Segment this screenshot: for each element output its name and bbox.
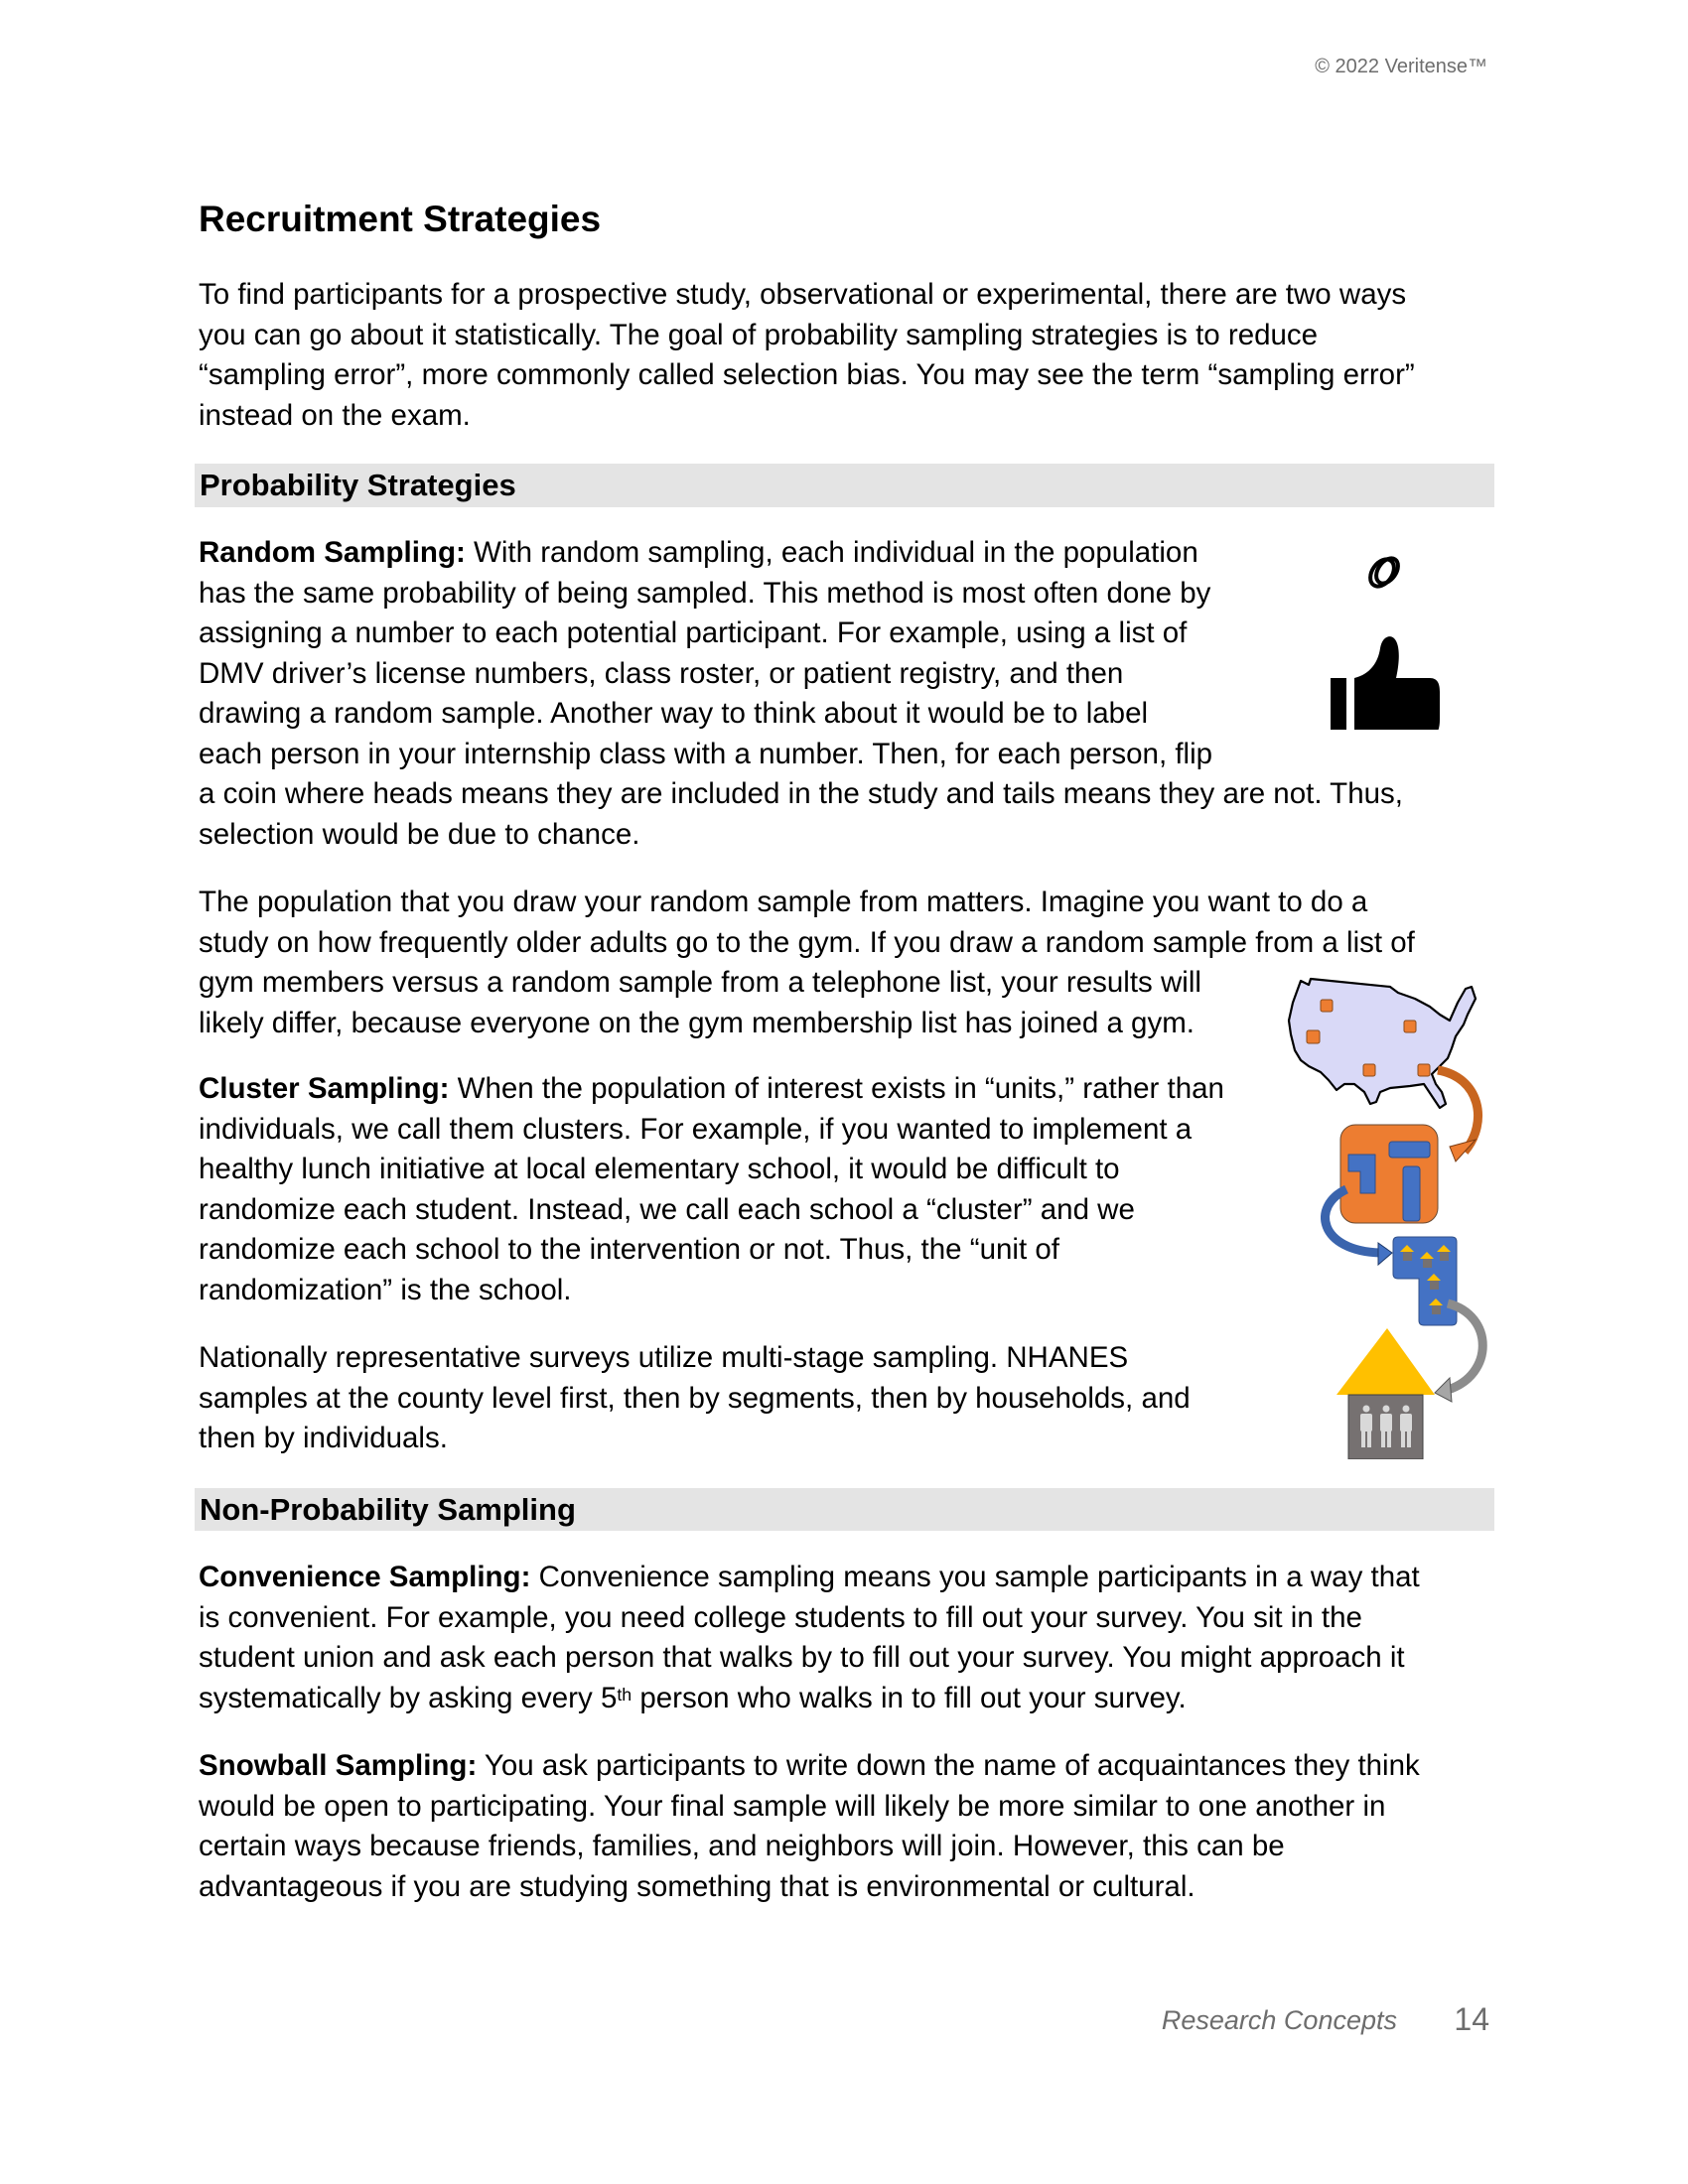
text-line: systematically by asking every 5 — [199, 1681, 618, 1714]
text-line: “sampling error”, more commonly called selection bias. You may see the term “sampling error” — [199, 358, 1415, 391]
thumbs-up-icon — [1331, 636, 1440, 730]
text-line: has the same probability of being sampled. This method is most often done by — [199, 576, 1211, 610]
text-line: Nationally representative surveys utilize multi-stage sampling. NHANES — [199, 1341, 1129, 1374]
text-line: certain ways because friends, families, and neighbors will join. However, this can be — [199, 1830, 1285, 1862]
text-line: You ask participants to write down the name of acquaintances they think — [477, 1749, 1420, 1782]
page-title: Recruitment Strategies — [199, 199, 602, 239]
text-line: Convenience sampling means you sample participants in a way that — [530, 1561, 1420, 1593]
text-line: randomize each school to the intervention or not. Thus, the “unit of — [199, 1233, 1059, 1266]
text-line: study on how frequently older adults go to the gym. If you draw a random sample from a list of — [199, 925, 1415, 959]
school-cluster-icon — [1340, 1125, 1438, 1223]
coin-icon — [1365, 554, 1402, 591]
text-line: is convenient. For example, you need college students to fill out your survey. You sit in the — [199, 1600, 1362, 1634]
text-line: randomize each student. Instead, we call each school a “cluster” and we — [199, 1192, 1135, 1226]
text-line: The population that you draw your random sample from matters. Imagine you want to do a — [199, 886, 1368, 918]
coin-flip-icon — [1321, 551, 1450, 730]
us-map-icon — [1289, 979, 1476, 1108]
text-line: each person in your internship class with a number. Then, for each person, flip — [199, 737, 1213, 770]
intro-paragraph — [199, 275, 1489, 436]
text-line: selection would be due to chance. — [199, 817, 640, 851]
text-line: gym members versus a random sample from a telephone list, your results will — [199, 966, 1201, 999]
text-line: drawing a random sample. Another way to think about it would be to label — [199, 697, 1149, 730]
text-line: samples at the county level first, then by segments, then by households, and — [199, 1381, 1191, 1415]
arrow-icon — [1438, 1070, 1478, 1152]
text-line: With random sampling, each individual in the population — [465, 536, 1198, 569]
text-line: a coin where heads means they are included in the study and tails means they are not. Thus, — [199, 777, 1403, 810]
term-label: Convenience Sampling: — [199, 1561, 531, 1593]
text-line: individuals, we call them clusters. For example, if you wanted to implement a — [199, 1112, 1193, 1146]
page-number: 14 — [1454, 2001, 1489, 2037]
term-label: Random Sampling: — [199, 536, 466, 569]
household-individuals-icon — [1336, 1328, 1435, 1459]
text-line: To find participants for a prospective study, observational or experimental, there are two ways — [199, 278, 1407, 311]
copyright-notice: © 2022 Veritense™ — [1315, 56, 1487, 77]
ordinal-suffix: th — [617, 1685, 633, 1706]
text-line: assigning a number to each potential participant. For example, using a list of — [199, 616, 1188, 649]
text-line: randomization” is the school. — [199, 1273, 572, 1306]
text-line: you can go about it statistically. The goal of probability sampling strategies is to reduce — [199, 318, 1319, 351]
section-header-non-probability — [195, 1488, 1494, 1531]
text-line: healthy lunch initiative at local elementary school, it would be difficult to — [199, 1153, 1120, 1185]
text-line: person who walks in to fill out your survey. — [632, 1681, 1187, 1714]
text-line: would be open to participating. Your final sample will likely be more similar to one another in — [199, 1789, 1386, 1823]
text-line: DMV driver’s license numbers, class roster, or patient registry, and then — [199, 656, 1124, 690]
term-label: Cluster Sampling: — [199, 1072, 450, 1105]
convenience-sampling-paragraph — [199, 1558, 1489, 1718]
snowball-sampling-paragraph — [199, 1746, 1489, 1907]
text-line: instead on the exam. — [199, 398, 471, 432]
text-line: then by individuals. — [199, 1422, 448, 1454]
section-header-probability — [195, 464, 1494, 507]
term-label: Snowball Sampling: — [199, 1749, 478, 1782]
text-line: student union and ask each person that walks by to fill out your survey. You might approach it — [199, 1641, 1405, 1674]
text-line: When the population of interest exists in “units,” rather than — [449, 1072, 1224, 1105]
random-sampling-paragraph — [199, 533, 1489, 855]
section-heading: Probability Strategies — [200, 468, 516, 502]
footer-section-label: Research Concepts — [1161, 2005, 1397, 2035]
text-line: likely differ, because everyone on the gym membership list has joined a gym. — [199, 1006, 1195, 1039]
text-line: advantageous if you are studying something that is environmental or cultural. — [199, 1869, 1196, 1903]
multistage-sampling-diagram — [1281, 963, 1509, 1459]
section-heading: Non-Probability Sampling — [200, 1492, 576, 1527]
segment-households-icon — [1393, 1237, 1457, 1325]
